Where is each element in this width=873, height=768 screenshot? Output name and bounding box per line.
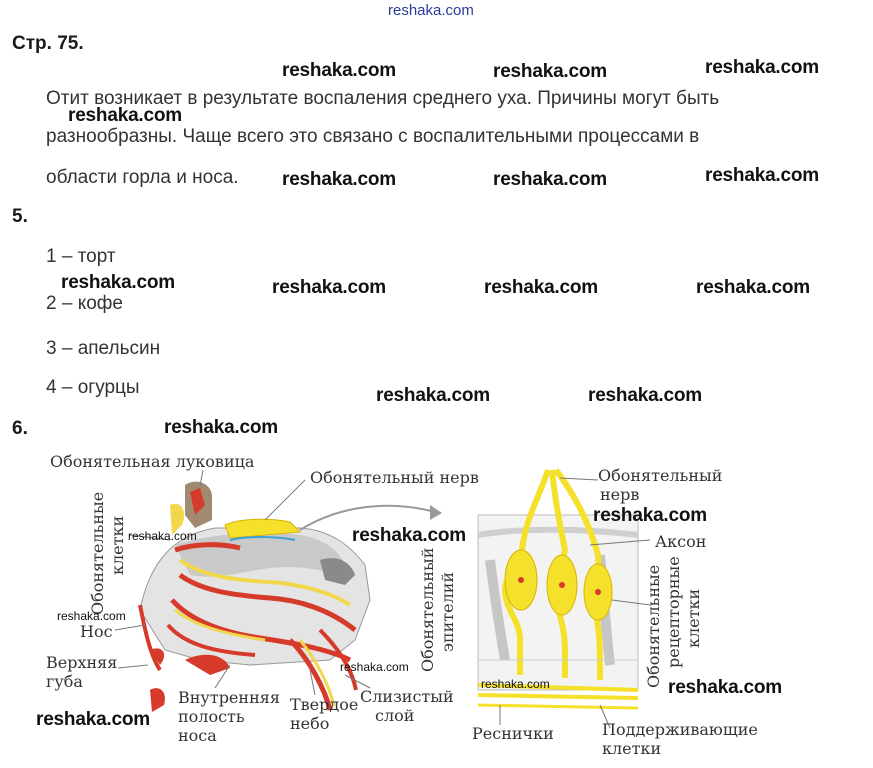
task5-item-1: 1 – торт — [46, 246, 116, 267]
label-receptor-line2: рецепторные — [664, 556, 683, 668]
label-cilia: Реснички — [472, 724, 554, 743]
watermark: reshaka.com — [705, 165, 819, 186]
watermark: reshaka.com — [376, 385, 490, 406]
page-heading: Стр. 75. — [12, 33, 84, 54]
watermark: reshaka.com — [68, 105, 182, 126]
watermark: reshaka.com — [668, 677, 782, 698]
watermark: reshaka.com — [588, 385, 702, 406]
watermark: reshaka.com — [57, 609, 126, 623]
label-receptor-line3: клетки — [684, 588, 703, 648]
task5-number: 5. — [12, 206, 28, 227]
label-mucous-line1: Слизистый — [360, 687, 454, 706]
watermark: reshaka.com — [484, 277, 598, 298]
label-olfactory-nerve-right-line1: Обонятельный — [598, 466, 723, 485]
label-olfactory-nerve-left: Обонятельный нерв — [310, 468, 479, 487]
label-olfactory-bulb: Обонятельная луковица — [50, 452, 255, 471]
watermark: reshaka.com — [696, 277, 810, 298]
task5-item-4: 4 – огурцы — [46, 377, 140, 398]
label-epithelium-line2: эпителий — [438, 571, 457, 652]
label-mucous-line2: слой — [375, 706, 415, 725]
paragraph-line-1: Отит возникает в результате воспаления среднего уха. Причины могут быть — [46, 88, 720, 109]
label-axon: Аксон — [655, 532, 707, 551]
label-supporting-line2: клетки — [602, 739, 662, 758]
label-upper-lip-line2: губа — [46, 672, 83, 691]
arrow-head-icon — [430, 505, 442, 520]
watermark: reshaka.com — [164, 417, 278, 438]
watermark: reshaka.com — [282, 169, 396, 190]
watermark: reshaka.com — [282, 60, 396, 81]
watermark: reshaka.com — [352, 525, 466, 546]
task5-item-2: 2 – кофе — [46, 293, 123, 314]
label-nose: Нос — [80, 622, 113, 641]
watermark: reshaka.com — [128, 529, 197, 543]
watermark: reshaka.com — [493, 61, 607, 82]
paragraph-line-2: разнообразны. Чаще всего это связано с воспалительными процессами в — [46, 126, 700, 147]
watermark: reshaka.com — [61, 272, 175, 293]
watermark: reshaka.com — [593, 505, 707, 526]
label-nasal-cavity-line1: Внутренняя — [178, 688, 280, 707]
label-olfactory-cells-line1: Обонятельные — [88, 491, 107, 615]
site-header-link[interactable]: reshaka.com — [388, 2, 474, 19]
paragraph-line-3: области горла и носа. — [46, 167, 239, 188]
label-hard-palate-line1: Твердое — [290, 695, 359, 714]
watermark: reshaka.com — [272, 277, 386, 298]
label-olfactory-cells-line2: клетки — [108, 515, 127, 575]
label-receptor-line1: Обонятельные — [644, 564, 663, 688]
head-section-drawing — [140, 482, 370, 712]
watermark: reshaka.com — [705, 57, 819, 78]
label-olfactory-nerve-right-line2: нерв — [600, 485, 640, 504]
label-nasal-cavity-line2: полость — [178, 707, 245, 726]
watermark: reshaka.com — [36, 709, 150, 730]
label-nasal-cavity-line3: носа — [178, 726, 217, 745]
label-hard-palate-line2: небо — [290, 714, 330, 733]
task6-number: 6. — [12, 418, 28, 439]
task5-item-3: 3 – апельсин — [46, 338, 161, 359]
label-epithelium-line1: Обонятельный — [418, 547, 437, 672]
watermark: reshaka.com — [340, 660, 409, 674]
watermark: reshaka.com — [481, 677, 550, 691]
label-supporting-line1: Поддерживающие — [602, 720, 758, 739]
watermark: reshaka.com — [493, 169, 607, 190]
label-upper-lip-line1: Верхняя — [46, 653, 118, 672]
